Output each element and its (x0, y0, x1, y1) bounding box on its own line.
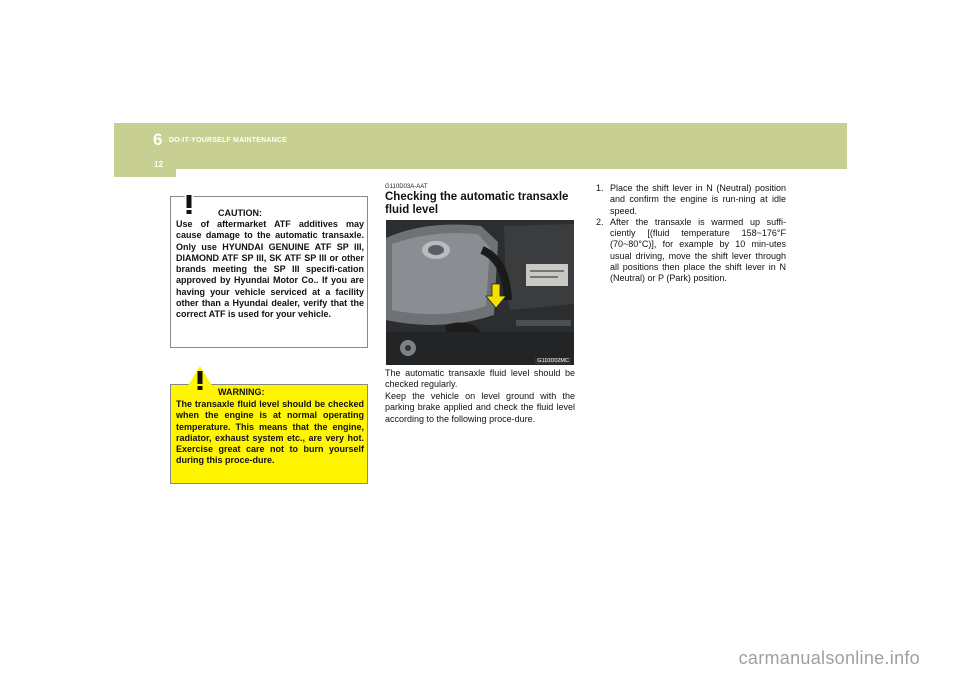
warning-title: WARNING: (218, 387, 265, 397)
step-text: Place the shift lever in N (Neutral) position and confirm the engine is run-ning at idle speed. (610, 183, 786, 216)
paragraph-1: The automatic transaxle fluid level should be checked regularly. (385, 368, 575, 390)
engine-bay-photo (386, 220, 574, 365)
exclamation-triangle-icon (183, 365, 217, 393)
procedure-steps (596, 183, 786, 285)
header-band (114, 123, 847, 169)
exclamation-triangle-icon (173, 189, 205, 217)
caution-title: CAUTION: (218, 208, 262, 218)
step-number: 2. (596, 216, 604, 227)
page-number: 12 (154, 160, 163, 169)
step-text: After the transaxle is warmed up suffi-ciently [(fluid temperature 158~176°F (70~80°C)], for example by 10 min-utes usual driving, move the shift lever through all positions then place the shift lever in N (Neutral) or P (Park) position. (610, 216, 786, 284)
warning-text: The transaxle fluid level should be checked when the engine is at normal operating temperature. This means that the engine, radiator, exhaust system etc., are very hot. Exercise great care not to burn yourself during this proce-dure. (176, 399, 364, 466)
chapter-number: 6 (153, 130, 163, 149)
paragraph-2: Keep the vehicle on level ground with the parking brake applied and check the fluid level according to the following proce-dure. (385, 391, 575, 424)
watermark: carmanualsonline.info (738, 648, 920, 668)
caution-text: Use of aftermarket ATF additives may cause damage to the automatic transaxle. Only use HYUNDAI GENUINE ATF SP III, DIAMOND ATF SP III, SK ATF SP III or other brands meeting the SP III specifi-cation approved by Hyundai Motor Co.. If you are having your vehicle serviced at a facility other than a Hyundai dealer, verify that the correct ATF is used for your vehicle. (176, 219, 364, 320)
list-item (596, 183, 786, 217)
section-heading: Checking the automatic transaxle fluid level (385, 191, 569, 216)
engine-bay-illustration (386, 220, 574, 365)
section-code: G110D03A-AAT (385, 184, 428, 190)
header-tab (114, 155, 176, 177)
step-number: 1. (596, 183, 604, 193)
photo-code: G110D02MC (537, 358, 569, 364)
list-item (596, 217, 786, 285)
chapter-title: DO-IT-YOURSELF MAINTENANCE (169, 137, 287, 144)
